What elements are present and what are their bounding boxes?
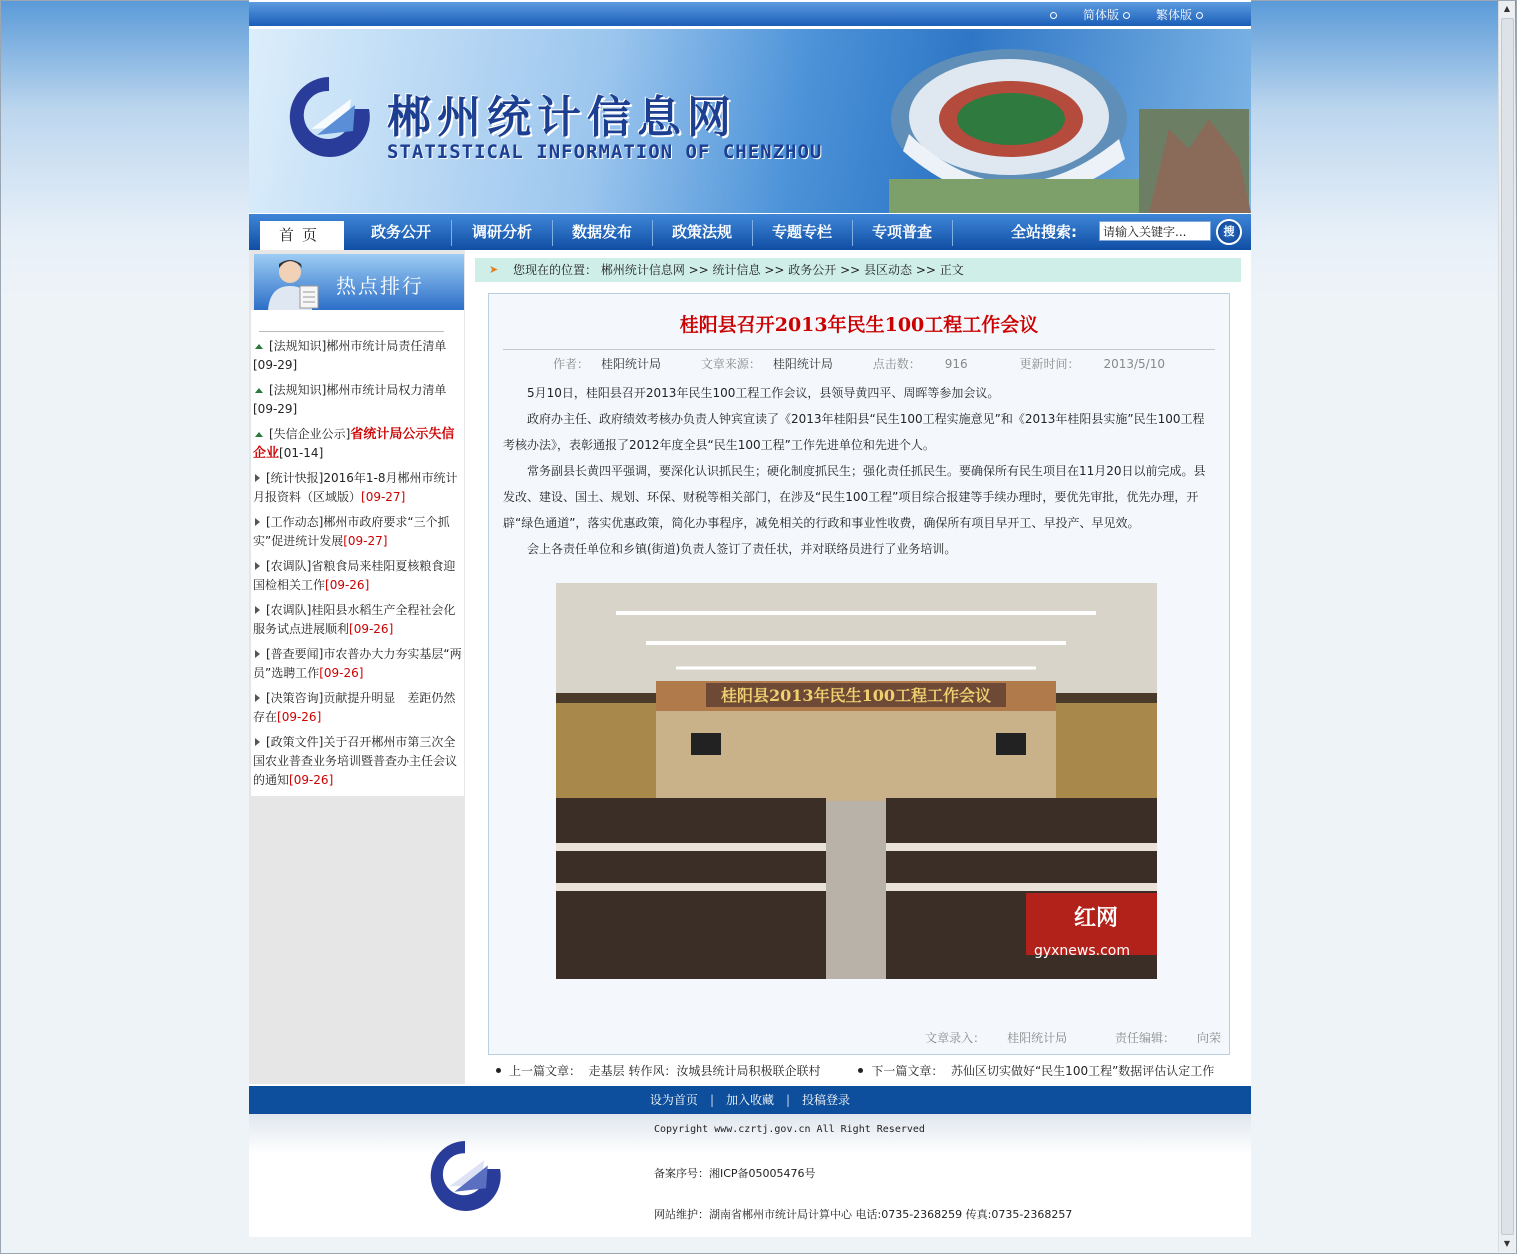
item-date: [09-29]: [253, 358, 298, 372]
triangle-bullet-icon: [255, 738, 260, 746]
item-category: [决策咨询]: [266, 691, 324, 705]
photo-banner-text: 桂阳县2013年民生100工程工作会议: [721, 686, 991, 705]
search-input[interactable]: [1099, 221, 1211, 241]
hot-ranking-title: 热点排行: [336, 274, 424, 298]
article-title: 桂阳县召开2013年民生100工程工作会议: [679, 314, 1039, 336]
item-title[interactable]: 省统计局公示失信企业: [253, 427, 455, 461]
arrow-icon: ➤: [489, 263, 499, 276]
item-title[interactable]: 省粮食局来桂阳夏核粮食迎国检相关工作: [253, 559, 456, 592]
site-title: 郴州统计信息网: [387, 92, 737, 143]
source-value: 桂阳统计局: [772, 357, 833, 371]
maintainer-info: 网站维护：湖南省郴州市统计局计算中心 电话:0735-2368259 传真:0735-2368257: [654, 1208, 1073, 1221]
hot-list-item[interactable]: [253, 381, 463, 419]
item-category: [工作动态]: [266, 515, 324, 529]
scroll-down-arrow-icon[interactable]: ▼: [1503, 1239, 1511, 1248]
nav-data-release[interactable]: 数据发布: [571, 223, 632, 241]
item-title[interactable]: 郴州市政府要求“三个抓实”促进统计发展: [253, 515, 450, 548]
prev-next-nav: [488, 1061, 1248, 1081]
scroll-thumb[interactable]: [1501, 18, 1514, 1235]
traditional-link[interactable]: 繁体版: [1155, 8, 1192, 22]
meeting-photo: [556, 583, 1157, 979]
vertical-scrollbar[interactable]: [1498, 1, 1515, 1252]
bullet-icon: [858, 1068, 863, 1073]
hits-label: 点击数：: [872, 357, 921, 371]
paragraph: 会上各责任单位和乡镇(街道)负责人签订了责任状，并对联络员进行了业务培训。: [527, 542, 957, 556]
item-date: [09-26]: [325, 578, 370, 592]
hot-list-item[interactable]: [253, 513, 463, 551]
item-date: [09-26]: [319, 666, 364, 680]
simplified-link[interactable]: 简体版: [1082, 8, 1119, 22]
nav-policy[interactable]: 政策法规: [671, 223, 732, 241]
next-article-link[interactable]: 苏仙区切实做好“民生100工程”数据评估认定工作: [950, 1064, 1215, 1078]
hot-list: [251, 310, 464, 796]
up-arrow-icon: [255, 388, 263, 393]
hot-list-item[interactable]: [253, 557, 463, 595]
triangle-bullet-icon: [255, 518, 260, 526]
divider: [259, 331, 444, 332]
paragraph: 5月10日，桂阳县召开2013年民生100工程工作会议，县领导黄四平、周晖等参加会议。: [527, 386, 1000, 400]
triangle-bullet-icon: [255, 694, 260, 702]
item-category: [政策文件]: [266, 735, 324, 749]
submit-login-link[interactable]: 投稿登录: [802, 1093, 851, 1107]
nav-research[interactable]: 调研分析: [471, 223, 532, 241]
breadcrumb: [475, 258, 1241, 282]
divider: [503, 349, 1215, 350]
updated-value: 2013/5/10: [1103, 357, 1165, 371]
search-button[interactable]: 搜: [1216, 219, 1242, 245]
prev-label: 上一篇文章：: [509, 1064, 582, 1078]
paragraph: 政府办主任、政府绩效考核办负责人钟宾宣读了《2013年桂阳县“民生100工程实施意见”和《2013年桂阳县实施”民生100工程考核办法》，表彰通报了2012年度全县“民生100工程”工作先进单位和先进个人。: [503, 412, 1205, 452]
footer-nav: 设为首页 | 加入收藏 | 投稿登录: [249, 1086, 1251, 1114]
prev-article-link[interactable]: 走基层 转作风：汝城县统计局积极联企联村: [588, 1064, 821, 1078]
set-homepage-link[interactable]: 设为首页: [649, 1093, 698, 1107]
nav-home[interactable]: 首页: [260, 221, 344, 250]
paragraph: 常务副县长黄四平强调，要深化认识抓民生；硬化制度抓民生；强化责任抓民生。要确保所有民生项目在11月20日以前完成。县发改、建设、国土、规划、环保、财税等相关部门，在涉及“民生100工程”项目综合报建等手续办理时，要优先审批，优先办理，开辟“绿色通道”，落实优惠政策，简化办事程序，减免相关的行政和事业性收费，确保所有项目早开工、早投产、早见效。: [503, 464, 1206, 530]
photo-watermark: gyxnews.com: [1033, 943, 1131, 959]
author-value: 桂阳统计局: [601, 357, 662, 371]
footer-logo-icon: [421, 1134, 509, 1218]
triangle-bullet-icon: [255, 606, 260, 614]
item-category: [法规知识]: [269, 383, 327, 397]
item-category: [农调队]: [266, 603, 312, 617]
hot-list-item[interactable]: [253, 469, 463, 507]
bullet-icon: [1123, 12, 1130, 19]
site-logo-icon: [281, 69, 377, 165]
hits-value: 916: [944, 357, 968, 371]
hot-list-item[interactable]: [253, 601, 463, 639]
editor-value: 向荣: [1196, 1031, 1221, 1045]
editor-label: 责任编辑：: [1114, 1031, 1175, 1045]
item-category: [普查要闻]: [266, 647, 324, 661]
site-subtitle: STATISTICAL INFORMATION OF CHENZHOU: [387, 141, 823, 163]
up-arrow-icon: [255, 344, 263, 349]
item-date: [09-27]: [343, 534, 388, 548]
item-category: [统计快报]: [266, 471, 324, 485]
main-nav: [249, 214, 1251, 250]
item-title[interactable]: 2016年1-8月郴州市统计月报资料（区域版）: [253, 471, 458, 504]
entry-value: 桂阳统计局: [1007, 1031, 1068, 1045]
author-label: 作者：: [552, 357, 589, 371]
item-date: [01-14]: [279, 446, 324, 460]
hot-list-item[interactable]: [253, 645, 463, 683]
site-banner: [249, 29, 1251, 213]
bullet-icon: [1050, 12, 1057, 19]
scroll-up-arrow-icon[interactable]: ▲: [1503, 4, 1511, 13]
up-arrow-icon: [255, 432, 263, 437]
copyright: Copyright www.czrtj.gov.cn All Right Reserved: [654, 1124, 925, 1135]
hot-list-item[interactable]: [253, 733, 463, 790]
triangle-bullet-icon: [255, 474, 260, 482]
triangle-bullet-icon: [255, 650, 260, 658]
article-body: [503, 380, 1215, 562]
item-title[interactable]: 市农普办大力夯实基层“两员”选聘工作: [253, 647, 462, 680]
bullet-icon: [496, 1068, 501, 1073]
nav-government-affairs[interactable]: 政务公开: [370, 223, 431, 241]
item-title[interactable]: 郴州市统计局责任清单: [326, 339, 447, 353]
item-date: [09-29]: [253, 402, 298, 416]
bullet-icon: [1196, 12, 1203, 19]
entry-label: 文章录入：: [925, 1031, 986, 1045]
item-title[interactable]: 关于召开郴州市第三次全国农业普查业务培训暨普查办主任会议的通知: [253, 735, 458, 787]
item-date: [09-27]: [361, 490, 406, 504]
item-title[interactable]: 郴州市统计局权力清单: [326, 383, 447, 397]
breadcrumb-text: 您现在的位置： 郴州统计信息网 >> 统计信息 >> 政务公开 >> 县区动态 >> 正文: [513, 263, 964, 277]
add-favorite-link[interactable]: 加入收藏: [725, 1093, 774, 1107]
article-meta: [489, 355, 1229, 372]
updated-label: 更新时间：: [1019, 357, 1080, 371]
article-footer-meta: [881, 1029, 1221, 1046]
item-date: [09-26]: [349, 622, 394, 636]
item-title[interactable]: 桂阳县水稻生产全程社会化服务试点进展顺利: [253, 603, 456, 636]
nav-special-topics[interactable]: 专题专栏: [771, 223, 832, 241]
hot-list-item[interactable]: [253, 689, 463, 727]
stadium-image: [889, 39, 1251, 213]
nav-divider: [952, 220, 953, 246]
item-category: [法规知识]: [269, 339, 327, 353]
icp-number: 备案序号：湘ICP备05005476号: [654, 1167, 816, 1180]
next-label: 下一篇文章：: [871, 1064, 944, 1078]
footer: [249, 1114, 1251, 1237]
photo-watermark-cn: 红网: [1073, 906, 1119, 931]
item-date: [09-26]: [277, 710, 322, 724]
nav-census[interactable]: 专项普查: [871, 223, 932, 241]
person-icon: [264, 256, 324, 310]
hot-ranking-header: [254, 254, 464, 310]
sidebar: [249, 250, 465, 1084]
item-date: [09-26]: [289, 773, 334, 787]
triangle-bullet-icon: [255, 562, 260, 570]
page-container: [249, 0, 1251, 1237]
article: [488, 293, 1230, 1055]
item-category: [失信企业公示]: [269, 427, 351, 441]
item-title[interactable]: 贡献提升明显 差距仍然存在: [253, 691, 456, 724]
source-label: 文章来源：: [700, 357, 761, 371]
hot-list-item[interactable]: [253, 337, 463, 375]
search-label: 全站搜索:: [1011, 223, 1077, 241]
item-category: [农调队]: [266, 559, 312, 573]
top-bar: [249, 2, 1251, 26]
hot-list-item[interactable]: [253, 425, 463, 463]
